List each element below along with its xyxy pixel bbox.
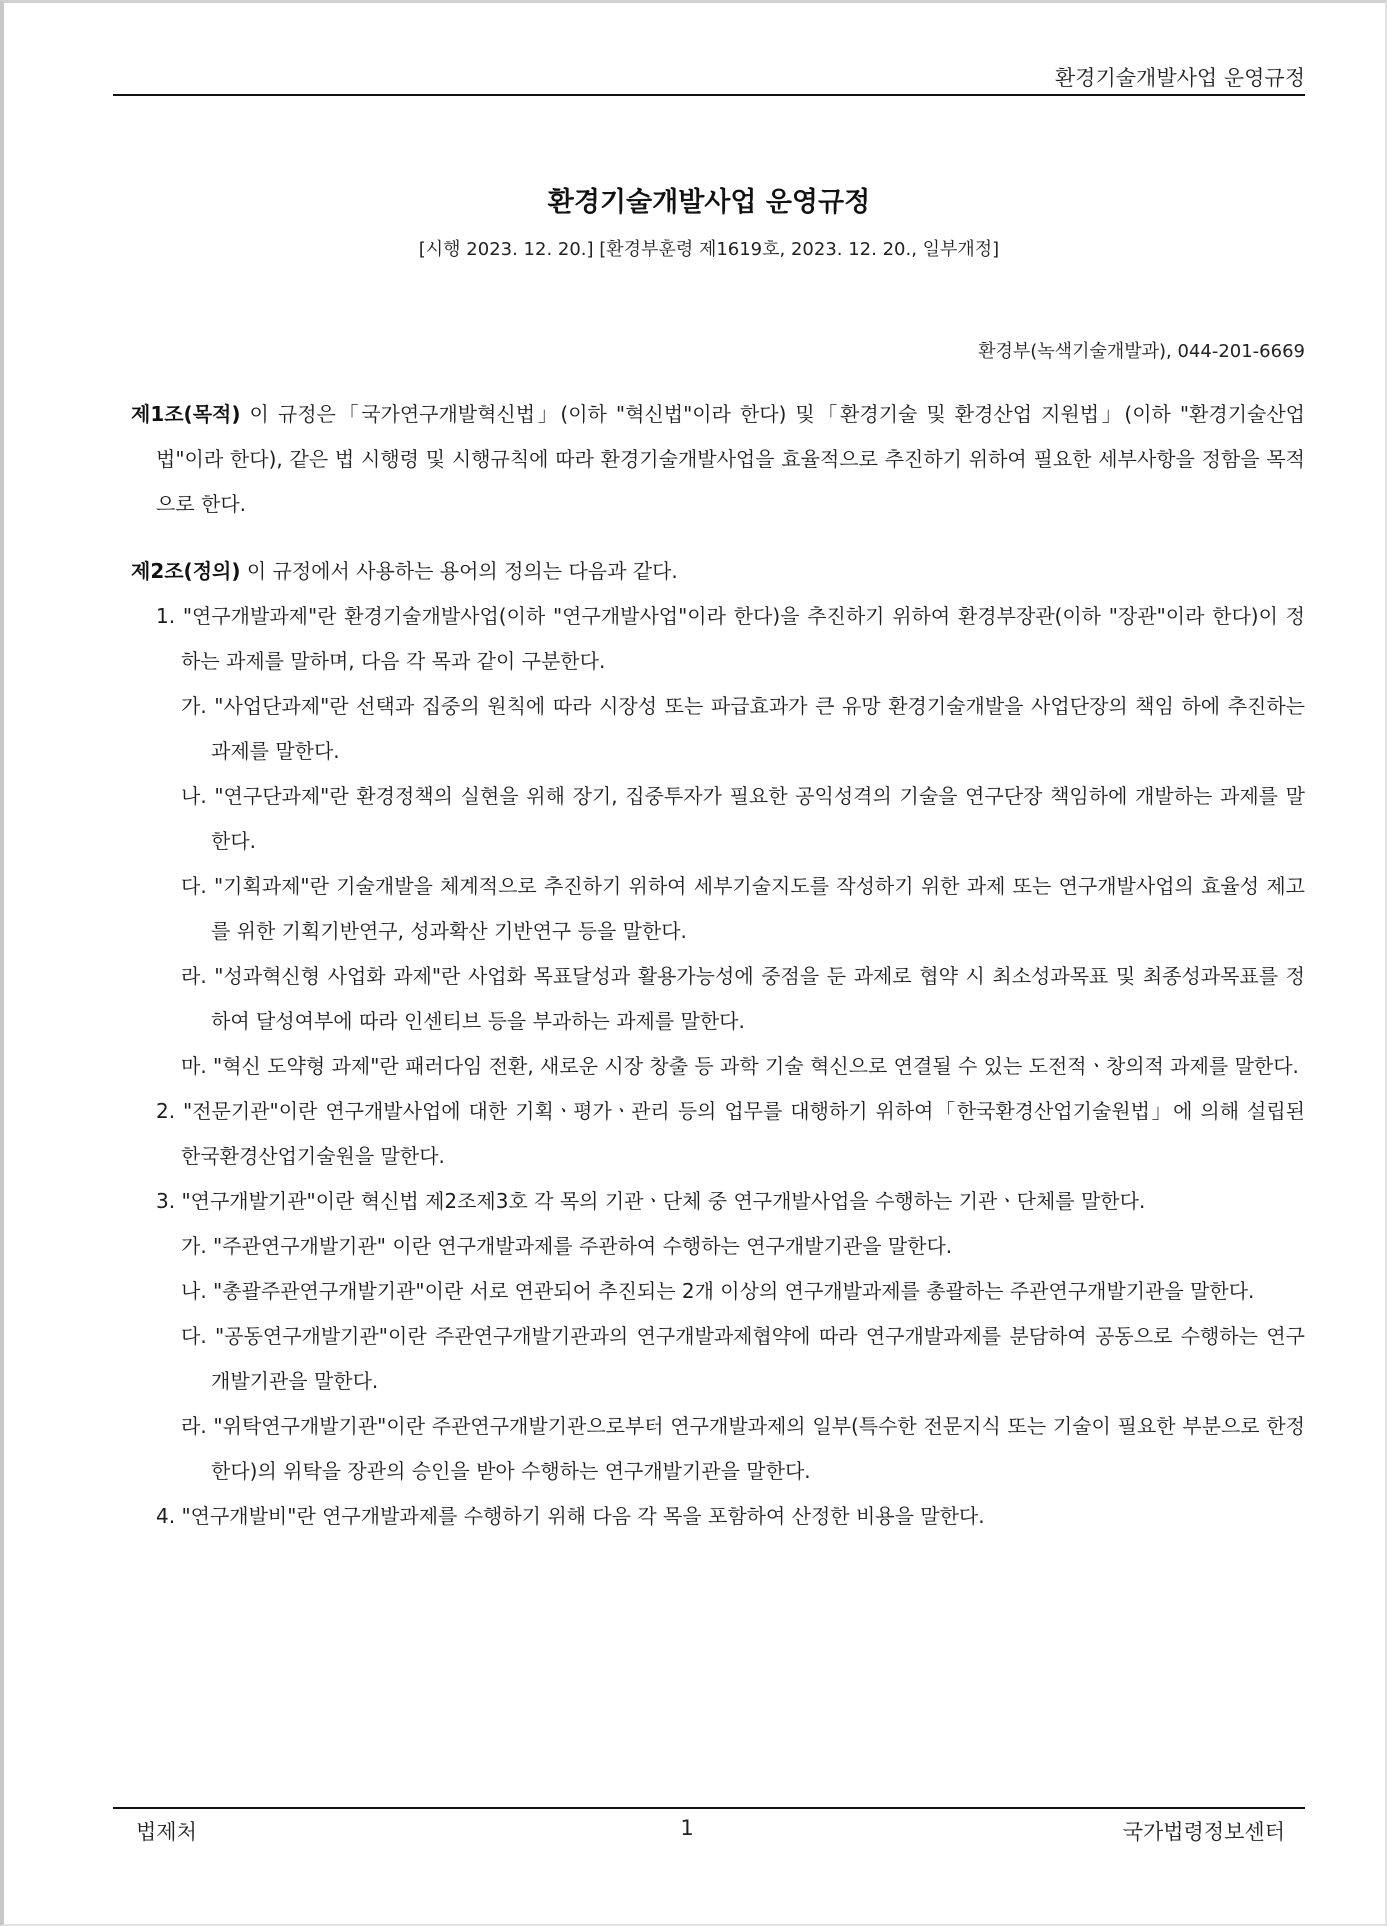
definition-item-1-na: 나. "연구단과제"란 환경정책의 실현을 위해 장기, 집중투자가 필요한 공익성격의 기술을 연구단장 책임하에 개발하는 과제를 말한다.	[181, 784, 1305, 853]
definition-item-1-da: 다. "기획과제"란 기술개발을 체계적으로 추진하기 위하여 세부기술지도를 작성하기 위한 과제 또는 연구개발사업의 효율성 제고를 위한 기획기반연구, 성과확산 기반연구 등을 말한다.	[181, 874, 1305, 943]
definition-item-4: 4. "연구개발비"란 연구개발과제를 수행하기 위해 다음 각 목을 포함하여 산정한 비용을 말한다.	[156, 1504, 985, 1528]
definition-item-1-ma: 마. "혁신 도약형 과제"란 패러다임 전환, 새로운 시장 창출 등 과학 기술 혁신으로 연결될 수 있는 도전적ㆍ창의적 과제를 말한다.	[181, 1054, 1299, 1078]
definition-item-3: 3. "연구개발기관"이란 혁신법 제2조제3호 각 목의 기관ㆍ단체 중 연구개발사업을 수행하는 기관ㆍ단체를 말한다.	[156, 1189, 1146, 1213]
article-2-text: 이 규정에서 사용하는 용어의 정의는 다음과 같다.	[240, 559, 678, 583]
header-rule	[113, 94, 1305, 96]
definition-item-1-ra: 라. "성과혁신형 사업화 과제"란 사업화 목표달성과 활용가능성에 중점을 둔 과제로 협약 시 최소성과목표 및 최종성과목표를 정하여 달성여부에 따라 인센티브 등을 부과하는 과제를 말한다.	[181, 964, 1305, 1033]
department-contact: 환경부(녹색기술개발과), 044-201-6669	[978, 341, 1305, 362]
article-2-label: 제2조(정의)	[131, 559, 241, 583]
document-title: 환경기술개발사업 운영규정	[547, 187, 871, 218]
article-1	[131, 392, 1305, 527]
definition-item-1: 1. "연구개발과제"란 환경기술개발사업(이하 "연구개발사업"이라 한다)을 추진하기 위하여 환경부장관(이하 "장관"이라 한다)이 정하는 과제를 말하며, 다음 각 목과 같이 구분한다.	[156, 604, 1305, 673]
footer-publisher: 국가법령정보센터	[1122, 1820, 1285, 1844]
page-number: 1	[680, 1816, 694, 1840]
article-1-text: 이 규정은「국가연구개발혁신법」(이하 "혁신법"이라 한다) 및「환경기술 및 환경산업 지원법」(이하 "환경기술산업법"이라 한다), 같은 법 시행령 및 시행규칙에 따라 환경기술개발사업을 효율적으로 추진하기 위하여 필요한 세부사항을 정함을 목적으로 한다.	[156, 402, 1305, 516]
footer-source: 법제처	[136, 1820, 197, 1844]
article-1-label: 제1조(목적)	[131, 402, 241, 426]
definition-item-2: 2. "전문기관"이란 연구개발사업에 대한 기획ㆍ평가ㆍ관리 등의 업무를 대행하기 위하여「한국환경산업기술원법」에 의해 설립된 한국환경산업기술원을 말한다.	[156, 1099, 1305, 1168]
enforcement-info: [시행 2023. 12. 20.] [환경부훈령 제1619호, 2023. 12. 20., 일부개정]	[418, 239, 1000, 260]
definition-item-1-ga: 가. "사업단과제"란 선택과 집중의 원칙에 따라 시장성 또는 파급효과가 큰 유망 환경기술개발을 사업단장의 책임 하에 추진하는 과제를 말한다.	[181, 694, 1305, 763]
definition-item-3-ra: 라. "위탁연구개발기관"이란 주관연구개발기관으로부터 연구개발과제의 일부(특수한 전문지식 또는 기술이 필요한 부분으로 한정한다)의 위탁을 장관의 승인을 받아 수행하는 연구개발기관을 말한다.	[181, 1414, 1305, 1483]
definition-item-3-na: 나. "총괄주관연구개발기관"이란 서로 연관되어 추진되는 2개 이상의 연구개발과제를 총괄하는 주관연구개발기관을 말한다.	[181, 1279, 1255, 1303]
running-header: 환경기술개발사업 운영규정	[1054, 66, 1305, 90]
definition-item-3-ga: 가. "주관연구개발기관" 이란 연구개발과제를 주관하여 수행하는 연구개발기관을 말한다.	[181, 1234, 953, 1258]
footer-rule	[113, 1807, 1305, 1809]
article-2	[131, 549, 1305, 594]
definition-item-3-da: 다. "공동연구개발기관"이란 주관연구개발기관과의 연구개발과제협약에 따라 연구개발과제를 분담하여 공동으로 수행하는 연구개발기관을 말한다.	[181, 1324, 1305, 1393]
document-body	[113, 392, 1305, 1539]
